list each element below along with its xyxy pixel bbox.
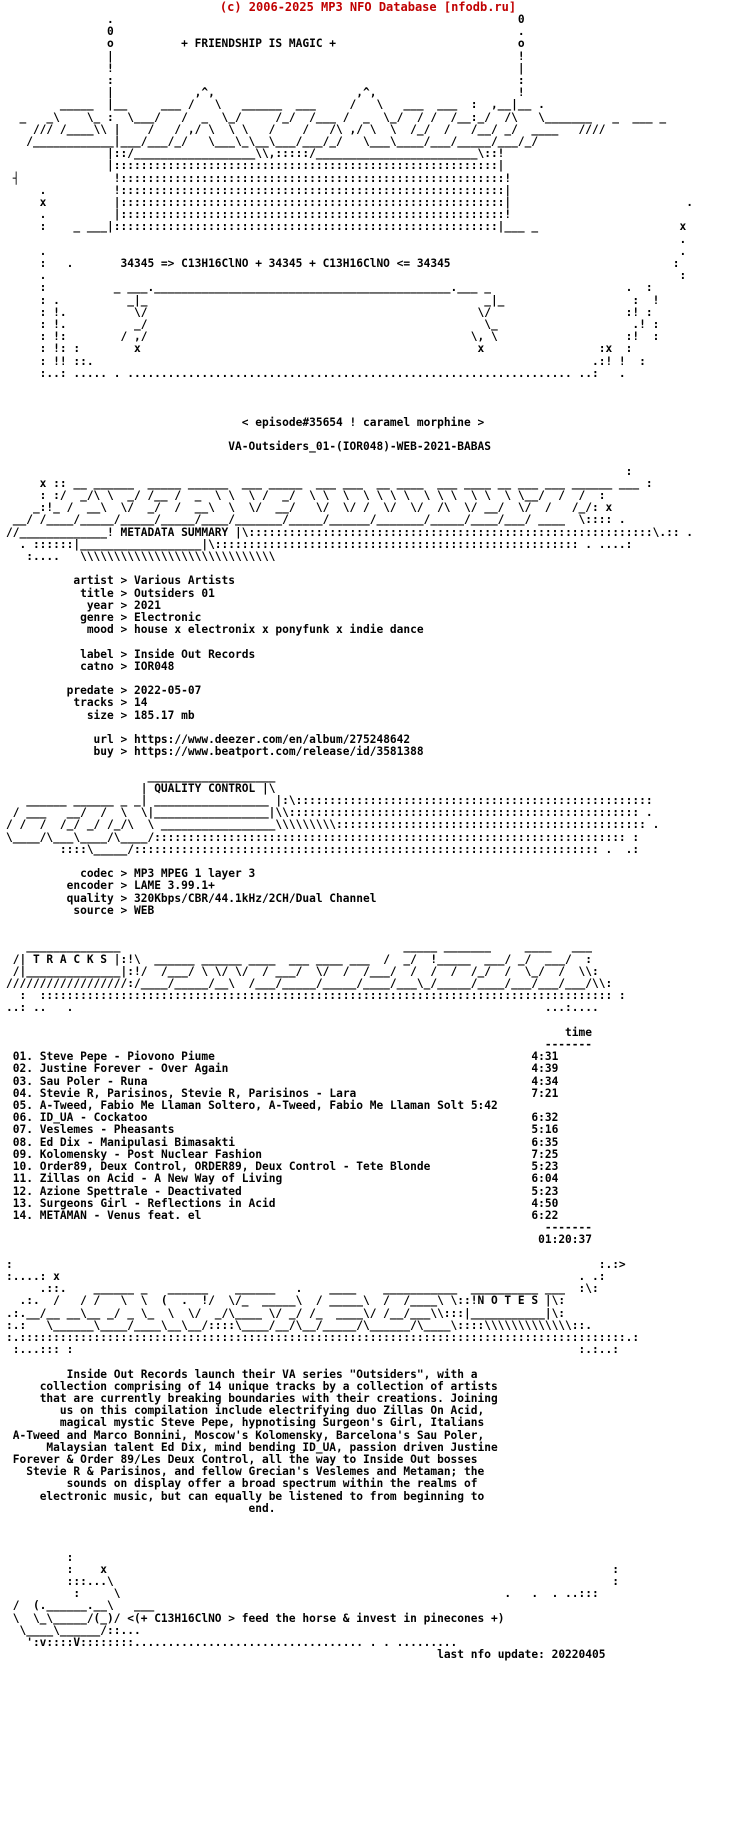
track-time: 6:32 xyxy=(531,1111,559,1125)
track-time: 6:35 xyxy=(531,1135,559,1149)
track-no: 02. xyxy=(12,1062,33,1076)
track-no: 07. xyxy=(12,1123,33,1137)
track-no: 03. xyxy=(12,1074,33,1088)
last-update: last nfo update: 20220405 xyxy=(437,1648,606,1662)
track-no: 09. xyxy=(12,1147,33,1161)
track-title: Stevie R, Parisinos, Stevie R, Parisinos - Lara xyxy=(39,1086,357,1100)
track-time: 4:39 xyxy=(531,1062,559,1076)
track-title: Veslemes - Pheasants xyxy=(39,1123,175,1137)
metadata-title: METADATA SUMMARY xyxy=(120,525,229,539)
predate-value: 2022-05-07 xyxy=(133,684,202,698)
track-title: METAMAN - Venus feat. el xyxy=(39,1208,202,1222)
year-value: 2021 xyxy=(133,598,161,612)
release-name: VA-Outsiders_01-(IOR048)-WEB-2021-BABAS xyxy=(228,440,491,454)
track-time: 4:34 xyxy=(531,1074,559,1088)
artist-value: Various Artists xyxy=(133,574,236,588)
notes-text: Inside Out Records launch their VA series "Outsiders", with a collection comprising of 14 unique tracks by a collection of artists that are currently breaking boundaries with their creations. Joining us on this compilation include electrifying duo Zillas On Acid, magical mystic Steve Pepe, hypnotising Surgeon's Girl, Italians A-Tweed and Marco Bonnini, Moscow's Kolomensky, Barcelona's Sau Poler, Malaysian talent Ed Dix, mind bending ID_UA, passion driven Justine Forever & Order 89/Les Deux Control, all the way to Inside Out bosses Stevie R & Parisinos, and fellow Grecian's Veslemes and Metaman; the sounds on display offer a broad spectrum within the realms of electronic music, but can equally be listened to from beginning to end. xyxy=(12,1367,498,1515)
codec-value: MP3 MPEG 1 layer 3 xyxy=(133,867,256,881)
tracks-value: 14 xyxy=(133,696,148,710)
track-time: 4:50 xyxy=(531,1196,559,1210)
top-ascii-logo: . 0 0 . o + FRIENDSHIP IS MAGIC + o | ! ! | : : | ,^, ,^, ! _____ |__ ___ / \ ______ ___ / \ ___ ___ : ,__|__ . _ _\ \_ : \___/ / _ \_/ /_/ /___ / _ \_/ / / /__:_/ /\ \_______ _ ___ _ /// /____\\ | / / ,/ \ \ \ / / /\ ,/ \ \ /_/ / /__/ _/ ____ //// /____________|___/___/_/ \___\_\__\___/___/_/ \___\____/___/_____/___/_/ |::/__________________\\,:::::/________________________\::! |:::::::::::::::::::::::::::::::::::::::::::::::::::::::::| ┤ !:::::::::::::::::::::::::::::::::::::::::::::::::::::::::! . !:::::::::::::::::::::::::::::::::::::::::::::::::::::::::| x |:::::::::::::::::::::::::::::::::::::::::::::::::::::::::| . . |:::::::::::::::::::::::::::::::::::::::::::::::::::::::::! : _ ___|:::::::::::::::::::::::::::::::::::::::::::::::::::::::::|___ _ x . . . : . 34345 => C13H16ClNO + 34345 + C13H16ClNO <= 34345 : . : : _ ___.____________________________________________.___ _ . : : . _|_ _|_ : ! : !. \/ \/ :! : : !. _/ \_ .! : : !: / ,/ \, \ :! : : !: : x x :x : : !! ::. .:! ! : :..: ..... . .................................................................. ..: . xyxy=(12,13,694,380)
track-time: 4:31 xyxy=(531,1050,559,1064)
track-no: 13. xyxy=(12,1196,33,1210)
track-title: Surgeons Girl - Reflections in Acid xyxy=(39,1196,276,1210)
track-no: 05. xyxy=(12,1099,33,1113)
track-no: 04. xyxy=(12,1086,33,1100)
track-no: 14. xyxy=(12,1208,33,1222)
quality-title: QUALITY CONTROL xyxy=(154,781,256,795)
encoder-value: LAME 3.99.1+ xyxy=(133,879,215,893)
size-value: 185.17 mb xyxy=(133,708,195,722)
track-title: ID_UA - Cockatoo xyxy=(39,1111,148,1125)
track-title: A-Tweed, Fabio Me Llaman Soltero, A-Tweed, Fabio Me Llaman Solt xyxy=(39,1099,465,1113)
track-time: 7:21 xyxy=(531,1086,559,1100)
nfo-body: . 0 0 . o + FRIENDSHIP IS MAGIC + o | ! ! | : : | ,^, ,^, ! _____ |__ ___ / \ ______ ___ / \ ___ ___ : ,__|__ . _ _\ \_ : \___/ / _ \_/ /_/ /___ / _ \_/ / / /__:_/ /\ \_______ _ ___ _ /// /____\\ | / / ,/ \ \ \ / / /\ ,/ \ \ /_/ / /__/ _/ ____ //// /____________|___/___/_/ \___\_\__\___/___/_/ \___\____/___/_____/___/_/ |::/__________________\\,:::::/________________________\::! |:::::::::::::::::::::::::::::::::::::::::::::::::::::::::| ┤ !:::::::::::::::::::::::::::::::::::::::::::::::::::::::::! . !:::::::::::::::::::::::::::::::::::::::::::::::::::::::::| x |:::::::::::::::::::::::::::::::::::::::::::::::::::::::::| . . |:::::::::::::::::::::::::::::::::::::::::::::::::::::::::! : _ ___|:::::::::::::::::::::::::::::::::::::::::::::::::::::::::|___ _ x . . . : . 34345 => C13H16ClNO + 34345 + C13H16ClNO <= 34345 : . : : _ ___.____________________________________________.___ _ . : : . _|_ _|_ : ! : !. \/ \/ :! : : !. _/ \_ .! : : !: / ,/ \, \ :! : : !: : x x :x : : !! ::. .:! ! : :..: ..... . .................................................................. ..: . < episode#35654 ! caramel morphine > VA-Outsiders_01-(IOR048)-WEB-2021-BABAS : x :: __ ______ _____ ______ ___ _____ ___ ___ __ ____ ___ ____ __ ___ ___ ______ ___ : : :/ _/\ \ _/ /__ / _ \ \ \ / _/ \ \ \ \ \ \ \ \ \ \ \ \ \ \__/ / / : _:!_ / __\ \/ _/ / __\ \ \/ __/ \/ \/ / \/ \/ /\ \/ __/ \/ / /_/: x __/ /____/_____/_____/_____/____/_______/_____/______/_______/_____/____/___/ ____ \:::: . //_____________! METADATA SUMMARY |\::::::::::::::::::::::::::::::::::::::::::::::::::::::::::::\.:: . . ::::::|__________________|\:::::::::::::::::::::::::::::::::::::::::::::::::::::: . ....: :.... \\\\\\\\\\\\\\\\\\\\\\\\\\\\\ artist > Various Artists title > Outsiders 01 year > 2021 genre > Electronic mood > house x electronix x ponyfunk x indie dance label > Inside Out Records catno > IOR048 predate > 2022-05-07 tracks > 14 size > 185.17 mb url > https://www.deezer.com/en/album/275248642 buy > https://www.beatport.com/release/id/3581388 ___________________ | QUALITY CONTROL |\ ______ ______ _ _| _________________ |:\::::::::::::::::::::::::::::::::::::::::::::::::::::: / ___ __/ / \ \|_________________|\\:::::::::::::::::::::::::::::::::::::::::::::::::::: . / / / /_/ _/ /_/\ \ _________________\\\\\\\\\:::::::::::::::::::::::::::::::::::::::::::::: . \____/\___\____/\____/:::::::::::::::::::::::::::::::::::::::::::::::::::::::::::::::::::::: : ::::\_____/::::::::::::::::::::::::::::::::::::::::::::::::::::::::::::::::::::: . .: codec > MP3 MPEG 1 layer 3 encoder > LAME 3.99.1+ quality > 320Kbps/CBR/44.1kHz/2CH/Dual Channel source > WEB ______________ _____ _______ ____ ___ /| T R A C K S |:!\ ______ ______ ____ ___ ____ ___ / _/ !_____ ___/ _/ ___/ : /|______________|:!/ /___/ \ \/ \/ / ___/ \/ / /___/ / / / /_/ / \_/ / \\: //////////////////:/____/_____/__\ /___/_____/_____/____/___\_/_____/____/___/___/___/\\: : ::::::::::::::::::::::::::::::::::::::::::::::::::::::::::::::::::::::::::::::::::::: : ..: .. . ...:.... time ------- 01. Steve Pepe - Piovono Piume 4:31 02. Justine Forever - Over Again 4:39 03. Sau Poler - Runa 4:34 04. Stevie R, Parisinos, Stevie R, Parisinos - Lara 7:21 05. A-Tweed, Fabio Me Llaman Soltero, A-Tweed, Fabio Me Llaman Solt 5:42 06. ID_UA - Cockatoo 6:32 07. Veslemes - Pheasants 5:16 08. Ed Dix - Manipulasi Bimasakti 6:35 09. Kolomensky - Post Nuclear Fashion 7:25 10. Order89, Deux Control, ORDER89, Deux Control - Tete Blonde 5:23 11. Zillas on Acid - A New Way of Living 6:04 12. Azione Spettrale - Deactivated 5:23 13. Surgeons Girl - Reflections in Acid 4:50 14. METAMAN - Venus feat. el 6:22 ------- 01:20:37 : :.:> :....: x . .: .::. ______ _ ______ ______ . ____ ___________ __________ ___ :\: .:. / / / \ \ ( . !/ \/_ _____\ / _____\ / /____\ \::!N O T E S |\: .:.__/__ __\__ _/ _ \_ \ \/ _/\____ \/ _/ /_ ____\/ /__/___\\:::|___________|\: :.: \______\____/____\__\__/::::\____/__/\__/_____/\______/\____\::::\\\\\\\\\\\\\::. :.::::::::::::::::::::::::::::::::::::::::::::::::::::::::::::::::::::::::::::::::::::::::::.: :...::: : :.:..: Inside Out Records launch their VA series "Outsiders", with a collection comprising of 14 unique tracks by a collection of artists that are currently breaking boundaries with their creations. Joining us on this compilation include electrifying duo Zillas On Acid, magical mystic Steve Pepe, hypnotising Surgeon's Girl, Italians A-Tweed and Marco Bonnini, Moscow's Kolomensky, Barcelona's Sau Poler, Malaysian talent Ed Dix, mind bending ID_UA, passion driven Justine Forever & Order 89/Les Deux Control, all the way to Inside Out bosses Stevie R & Parisinos, and fellow Grecian's Veslemes and Metaman; the sounds on display offer a broad spectrum within the realms of electronic music, but can equally be listened to from beginning to end. : : x : :::...\ : : \ . . . ..::: / (.______.__\ ___ \ \_\_____/(_)/ <(+ C13H16ClNO > feed the horse & invest in pinecones +) \____\______/::... ':v::::V::::::::.................................. . . ......... last nfo update: 20220405 xyxy=(6,13,694,1662)
track-time: 5:23 xyxy=(531,1160,559,1174)
title-value: Outsiders 01 xyxy=(133,586,215,600)
track-title: Justine Forever - Over Again xyxy=(39,1062,229,1076)
track-time: 5:42 xyxy=(470,1099,498,1113)
catno-value: IOR048 xyxy=(133,659,175,673)
footer-slogan: <(+ C13H16ClNO > feed the horse & invest in pinecones +) xyxy=(127,1611,505,1625)
track-time: 5:16 xyxy=(531,1123,559,1137)
track-title: Ed Dix - Manipulasi Bimasakti xyxy=(39,1135,236,1149)
track-title: Azione Spettrale - Deactivated xyxy=(39,1184,242,1198)
track-time: 6:04 xyxy=(531,1172,559,1186)
genre-value: Electronic xyxy=(133,610,202,624)
track-title: Sau Poler - Runa xyxy=(39,1074,148,1088)
beatport-link[interactable]: https://www.beatport.com/release/id/3581388 xyxy=(133,745,424,759)
track-time: 7:25 xyxy=(531,1147,559,1161)
tracks-title: T R A C K S xyxy=(32,952,108,966)
deezer-link[interactable]: https://www.deezer.com/en/album/275248642 xyxy=(133,732,411,746)
track-title: Order89, Deux Control, ORDER89, Deux Control - Tete Blonde xyxy=(39,1160,431,1174)
total-time: 01:20:37 xyxy=(538,1233,592,1247)
track-no: 12. xyxy=(12,1184,33,1198)
track-no: 08. xyxy=(12,1135,33,1149)
track-no: 10. xyxy=(12,1160,33,1174)
source-value: WEB xyxy=(133,903,155,917)
track-title: Zillas on Acid - A New Way of Living xyxy=(39,1172,283,1186)
track-time: 5:23 xyxy=(531,1184,559,1198)
track-title: Kolomensky - Post Nuclear Fashion xyxy=(39,1147,262,1161)
track-no: 06. xyxy=(12,1111,33,1125)
episode-line: < episode#35654 ! caramel morphine > xyxy=(241,415,485,429)
quality-value: 320Kbps/CBR/44.1kHz/2CH/Dual Channel xyxy=(133,891,377,905)
site-header: (c) 2006-2025 MP3 NFO Database [nfodb.ru] xyxy=(219,0,517,14)
mood-value: house x electronix x ponyfunk x indie dance xyxy=(133,623,424,637)
track-title: Steve Pepe - Piovono Piume xyxy=(39,1050,215,1064)
track-time: 6:22 xyxy=(531,1208,559,1222)
track-no: 01. xyxy=(12,1050,33,1064)
time-column-header: time xyxy=(565,1025,592,1039)
label-value: Inside Out Records xyxy=(133,647,256,661)
notes-title: N O T E S xyxy=(477,1294,539,1308)
track-no: 11. xyxy=(12,1172,33,1186)
